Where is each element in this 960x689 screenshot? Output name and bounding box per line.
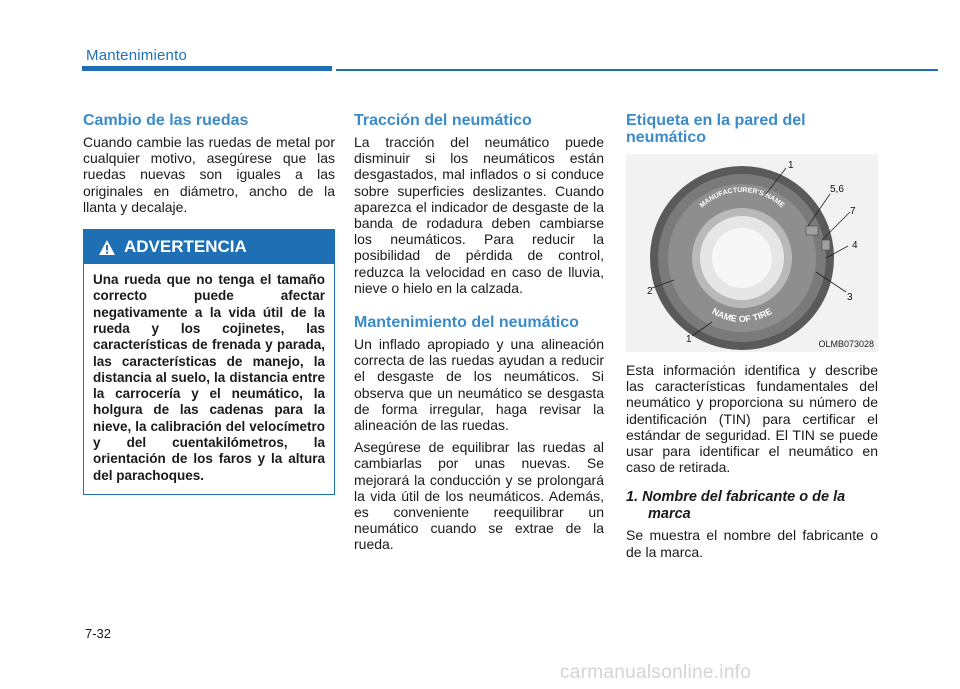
paragraph-tire-traction: La tracción del neumático puede disminuir si los neumáticos están desgastados, mal inflados o si conduce sobre superficies deslizantes. Cuando aparezca el indicador de desgaste de la banda de rodadura deben cambiarse los neumáticos. Para reducir la posibilidad de pérdida de control, reduzca la velocidad en caso de lluvia, nieve o hielo en la calzada. — [354, 134, 604, 296]
paragraph-manufacturer-name: Se muestra el nombre del fabricante o de la marca. — [626, 527, 878, 560]
header-rule-thin — [336, 69, 938, 71]
callout-7: 7 — [850, 206, 856, 217]
heading-tire-traction: Tracción del neumático — [354, 112, 532, 129]
subheading-manufacturer-name: 1. Nombre del fabricante o de la marca — [626, 489, 846, 523]
tire-illustration — [626, 154, 878, 352]
watermark: carmanualsonline.info — [560, 662, 752, 683]
paragraph-maintenance-1: Un inflado apropiado y una alineación correcta de las ruedas ayudan a reducir el desgaste de los neumáticos. Si observa que un neumático se desgasta de forma irregular, haga revisar la alineación de las ruedas. — [354, 336, 604, 434]
column-2 — [354, 112, 604, 559]
paragraph-sidewall-info: Esta información identifica y describe las características fundamentales del neumático y proporciona su número de identificación (TIN) para certificar el estándar de seguridad. El TIN se puede usar para identificar el neumático en caso de retirada. — [626, 362, 878, 476]
heading-wheel-change: Cambio de las ruedas — [83, 112, 249, 129]
callout-5-6: 5,6 — [830, 184, 844, 195]
callout-1-top: 1 — [788, 160, 794, 171]
warning-box — [83, 229, 335, 495]
paragraph-maintenance-2: Asegúrese de equilibrar las ruedas al cambiarlas por unas nuevas. Se mejorará la conducción y se prolongará la vida útil de los neumáticos. Además, es conveniente reequilibrar un neumático cuando se extrae de la rueda. — [354, 439, 604, 553]
callout-2: 2 — [647, 286, 653, 297]
heading-tire-maintenance: Mantenimiento del neumático — [354, 314, 579, 332]
sidewall-text-bottom: NAME OF TIRE — [710, 306, 774, 325]
warning-header — [84, 230, 334, 264]
column-3 — [626, 112, 878, 566]
callout-1-bottom: 1 — [686, 334, 692, 345]
column-1 — [83, 112, 335, 495]
callout-4: 4 — [852, 240, 858, 251]
section-label: Mantenimiento — [86, 47, 187, 64]
warning-triangle-icon — [98, 239, 116, 256]
paragraph-wheel-change: Cuando cambie las ruedas de metal por cualquier motivo, asegúrese que las ruedas nuevas son iguales a las originales en diámetro, ancho de la llanta y decalaje. — [83, 134, 335, 215]
warning-text: Una rueda que no tenga el tamaño correcto puede afectar negativamente a la vida útil de la rueda y los cojinetes, las características de frenada y parada, las características de manejo, la distancia al suelo, la distancia entre la carrocería y el neumático, la holgura de las cadenas para la nieve, la calibración del velocímetro y del cuentakilómetros, la orientación de los faros y la altura del parachoques. — [93, 272, 325, 483]
figure-code: OLMB073028 — [818, 339, 874, 349]
heading-sidewall-label: Etiqueta en la pared del neumático — [626, 112, 806, 146]
callout-3: 3 — [847, 292, 853, 303]
warning-title: ADVERTENCIA — [124, 237, 247, 257]
header-rule-thick — [82, 66, 332, 71]
tire-sidewall-figure — [626, 154, 878, 352]
page-number: 7-32 — [85, 626, 112, 641]
sidewall-text-top: MANUFACTURER'S NAME — [698, 186, 786, 210]
